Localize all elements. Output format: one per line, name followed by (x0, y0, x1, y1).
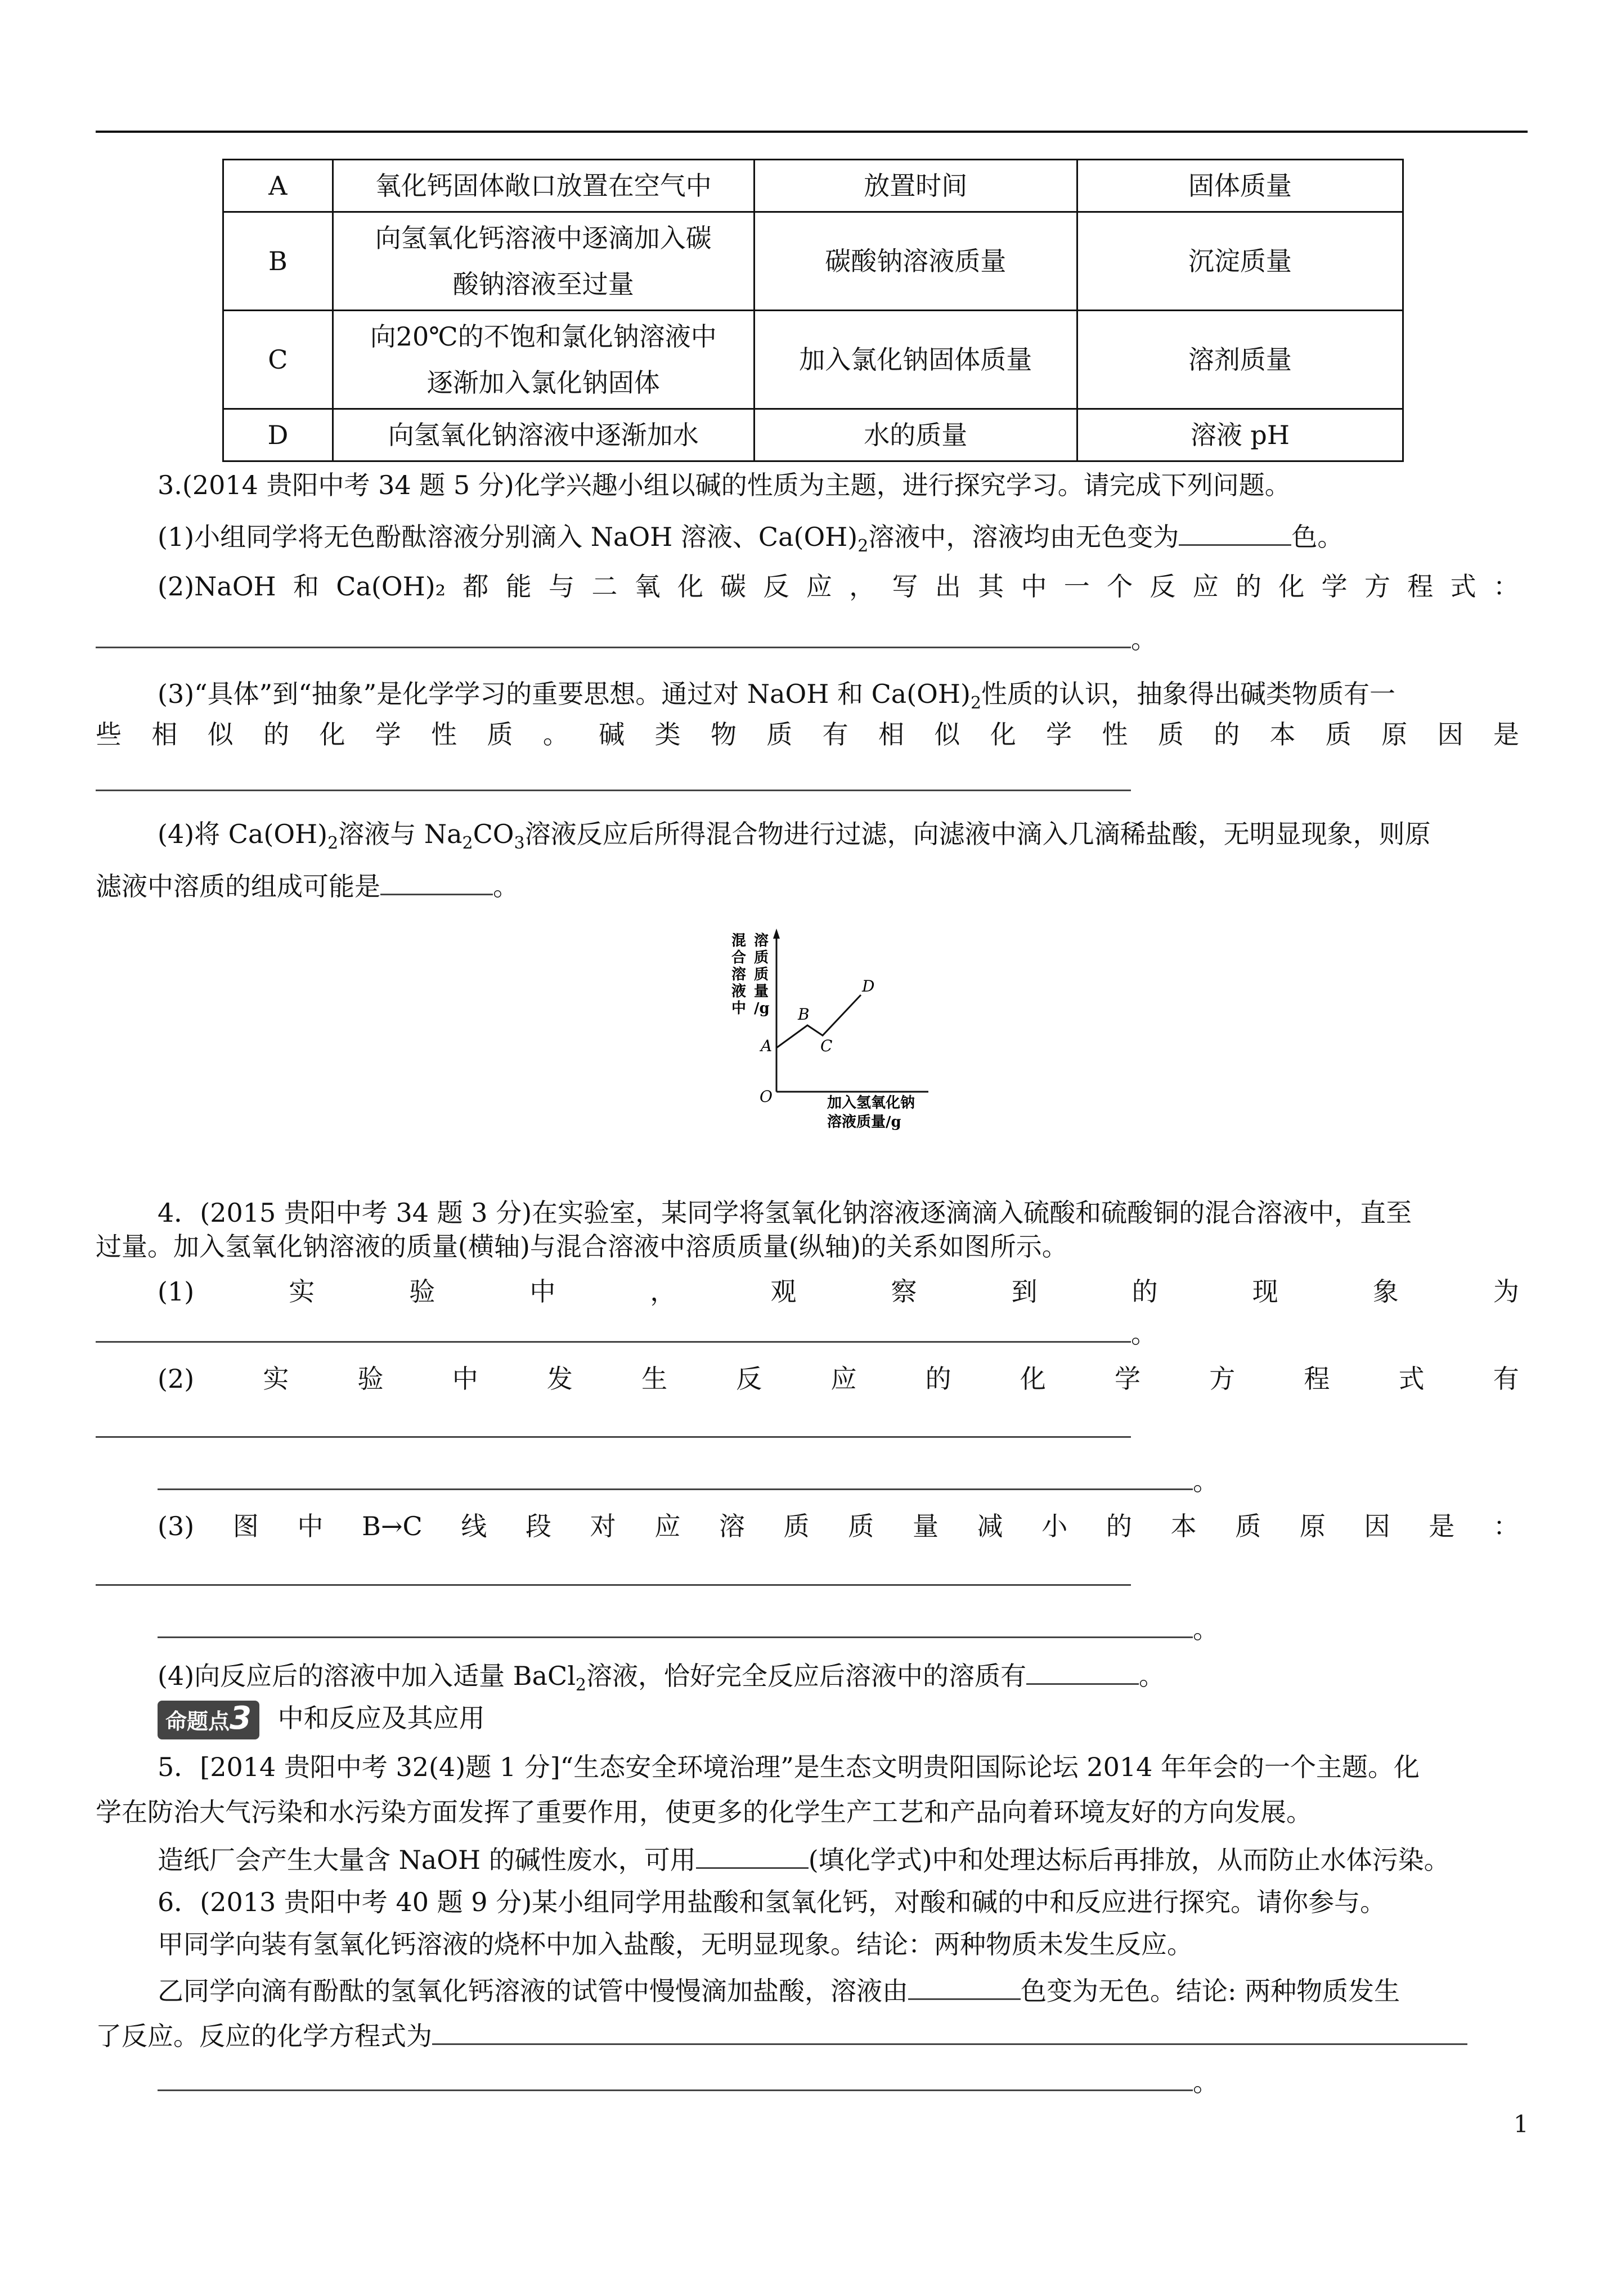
table-row (223, 409, 1403, 461)
word: 方 (1209, 1364, 1236, 1394)
q3-part4-cont: 滤液中溶质的组成可能是 。 (96, 871, 519, 902)
word: 有 (822, 719, 848, 750)
y-axis-label-char: 混 (731, 932, 747, 949)
q3-part1: (1)小组同学将无色酚酞溶液分别滴入 NaOH 溶液、$Ca(OH)_2$溶液中，溶液均由无色变为 色。 (158, 522, 1344, 557)
answer-blank[interactable] (158, 1614, 1193, 1638)
q4-part3 (158, 1509, 1519, 1543)
word: 学 (1321, 571, 1348, 602)
word: 式 (1398, 1364, 1425, 1394)
word: ： (1493, 571, 1519, 602)
answer-line[interactable] (96, 1436, 1131, 1438)
point-label-a: A (761, 1037, 773, 1055)
solute-mass-graph (698, 923, 934, 1137)
q6-line3: 乙同学向滴有酚酞的氢氧化钙溶液的试管中慢慢滴加盐酸，溶液由 色变为无色。结论: 两种物质发生 (158, 1976, 1400, 2006)
word: 其 (978, 571, 1004, 602)
word: 因 (1364, 1511, 1390, 1541)
option-description (333, 409, 754, 461)
answer-line[interactable] (96, 1584, 1131, 1586)
description-line: 向20℃的不饱和氯化钠溶液中 (370, 321, 717, 352)
word: 对 (590, 1511, 616, 1541)
word: 程 (1407, 571, 1434, 602)
y-axis-label-char: 液 (731, 983, 747, 1000)
answer-blank[interactable] (1179, 522, 1291, 546)
option-y-variable: 固体质量 (1077, 160, 1403, 212)
word: 实 (289, 1276, 315, 1307)
q5-line2: 学在防治大气污染和水污染方面发挥了重要作用，使更多的化学生产工艺和产品向着环境友好的方向发展。 (96, 1797, 1312, 1827)
description-line: 氧化钙固体敞口放置在空气中 (375, 171, 712, 201)
word: 质 (1325, 719, 1351, 750)
word: 质 (487, 719, 513, 750)
word: 碱 (599, 719, 625, 750)
answer-blank[interactable] (96, 624, 1131, 648)
word: 验 (357, 1364, 384, 1394)
point-label-b: B (798, 1005, 810, 1024)
word: 应 (1192, 571, 1219, 602)
q4-part3-answer: 。 (158, 1612, 1219, 1646)
word: 与 (549, 571, 575, 602)
point-label-d: D (862, 977, 875, 995)
word: 个 (1107, 571, 1133, 602)
section-heading (158, 1701, 485, 1739)
word: 化 (990, 719, 1016, 750)
word: ， (849, 571, 875, 602)
y-axis-label-char: 溶 (731, 966, 747, 983)
answer-blank[interactable] (158, 2067, 1193, 2091)
q4-part1 (158, 1275, 1519, 1308)
y-axis-arrow (773, 929, 780, 939)
q3-part2-answer: 。 (96, 622, 1157, 656)
option-y-variable: 溶剂质量 (1077, 311, 1403, 409)
word: 学 (1115, 1364, 1141, 1394)
word: 写 (892, 571, 918, 602)
q5-line3: 造纸厂会产生大量含 NaOH 的碱性废水，可用 (填化学式)中和处理达标后再排放，从而防止水体污染。 (158, 1845, 1450, 1875)
word: 学 (1046, 719, 1072, 750)
answer-blank[interactable] (908, 1976, 1021, 2000)
q4-part1-answer: 。 (96, 1317, 1157, 1351)
word: 本 (1269, 719, 1296, 750)
word: 有 (1493, 1364, 1519, 1394)
word: 相 (878, 719, 905, 750)
word: 质 (1235, 1511, 1261, 1541)
option-x-variable: 放置时间 (754, 160, 1077, 212)
word: 中 (1021, 571, 1047, 602)
word: 反 (1149, 571, 1176, 602)
word: 中 (452, 1364, 478, 1394)
word: ， (650, 1276, 676, 1307)
word: 质 (1157, 719, 1184, 750)
section-title: 中和反应及其应用 (277, 1702, 485, 1733)
answer-blank[interactable] (380, 871, 493, 895)
word: 物 (710, 719, 737, 750)
word: 似 (934, 719, 960, 750)
q6-line2: 甲同学向装有氢氧化钙溶液的烧杯中加入盐酸，无明显现象。结论：两种物质未发生反应。 (158, 1929, 1193, 1959)
word: 反 (763, 571, 789, 602)
word: ： (1493, 1511, 1519, 1541)
q3-part3: (3)“具体”到“抽象”是化学学习的重要思想。通过对 NaOH 和 $Ca(OH)_2$性质的认识，抽象得出碱类物质有一 (158, 679, 1396, 714)
q6-line4: 了反应。反应的化学方程式为 (96, 2019, 1467, 2053)
y-axis-label-char: 质 (754, 949, 769, 966)
word: 一 (1063, 571, 1090, 602)
word: 和 (293, 571, 319, 602)
section-badge: 命题点3 (158, 1701, 259, 1739)
origin-label: O (760, 1087, 773, 1106)
word: 图 (232, 1511, 259, 1541)
y-axis-label-char: 溶 (754, 932, 769, 949)
option-description (333, 212, 754, 311)
word: 性 (1102, 719, 1128, 750)
word: Ca(OH)₂ (336, 571, 446, 602)
word: 出 (935, 571, 961, 602)
word: 都 (462, 571, 489, 602)
word: 类 (654, 719, 681, 750)
y-axis-label-char: /g (754, 1000, 770, 1017)
header-rule (96, 131, 1528, 133)
description-line: 逐渐加入氯化钠固体 (426, 367, 660, 398)
word: 质 (848, 1511, 874, 1541)
q3-heading: 3.(2014 贵阳中考 34 题 5 分)化学兴趣小组以碱的性质为主题，进行探究学习。请完成下列问题。 (158, 470, 1291, 500)
word: 应 (830, 1364, 857, 1394)
word: 性 (431, 719, 457, 750)
word: 化 (1278, 571, 1305, 602)
word: (2)NaOH (158, 571, 276, 602)
word: 减 (977, 1511, 1003, 1541)
graph-curve (776, 995, 861, 1048)
answer-blank[interactable] (1026, 1661, 1139, 1685)
word: 质 (766, 719, 793, 750)
q3-part4: (4)将 $Ca(OH)_2$溶液与 $Na_2CO_3$溶液反应后所得混合物进行过滤，向滤液中滴入几滴稀盐酸，无明显现象，则原 (158, 819, 1431, 854)
word: 本 (1170, 1511, 1197, 1541)
q3-part2 (158, 569, 1519, 603)
word: 似 (207, 719, 234, 750)
word: 些 (96, 719, 122, 750)
word: 实 (263, 1364, 289, 1394)
word: 察 (891, 1276, 917, 1307)
word: 式 (1450, 571, 1476, 602)
word: 的 (1236, 571, 1262, 602)
word: 因 (1437, 719, 1463, 750)
word: 质 (783, 1511, 810, 1541)
y-axis-label-char: 质 (754, 966, 769, 983)
word: 发 (546, 1364, 573, 1394)
word: 段 (526, 1511, 551, 1541)
word: 象 (1372, 1276, 1399, 1307)
word: 。 (542, 719, 569, 750)
option-y-variable: 溶液 pH (1077, 409, 1403, 461)
point-label-c: C (820, 1037, 833, 1055)
option-id: C (223, 311, 333, 409)
description-line: 向氢氧化钠溶液中逐渐加水 (388, 420, 699, 450)
x-axis-label-line1: 加入氢氧化钠 (827, 1095, 915, 1111)
word: 二 (591, 571, 618, 602)
word: 氧 (634, 571, 661, 602)
q6-answer-line: 。 (158, 2065, 1219, 2099)
q6-heading: 6．(2013 贵阳中考 40 题 9 分)某小组同学用盐酸和氢氧化钙，对酸和碱的中和反应进行探究。请你参与。 (158, 1887, 1386, 1917)
y-axis-label-char: 合 (731, 949, 747, 966)
q5-heading: 5．[2014 贵阳中考 32(4)题 1 分]“生态安全环境治理”是生态文明贵阳国际论坛 2014 年年会的一个主题。化 (158, 1752, 1420, 1782)
q4-part2-answer: 。 (158, 1464, 1219, 1498)
answer-blank[interactable] (432, 2021, 1467, 2045)
word: 应 (806, 571, 832, 602)
option-x-variable: 加入氯化钠固体质量 (754, 311, 1077, 409)
option-id: A (223, 160, 333, 212)
q3-part3-cont (96, 718, 1519, 751)
page-number: 1 (1514, 2110, 1529, 2138)
word: 化 (1020, 1364, 1046, 1394)
y-axis-label-char: 中 (731, 1000, 747, 1017)
answer-blank[interactable] (96, 1319, 1131, 1343)
description-line: 酸钠溶液至过量 (452, 269, 634, 299)
word: 中 (529, 1276, 556, 1307)
table-row (223, 160, 1403, 212)
word: B→C (362, 1511, 423, 1541)
option-y-variable: 沉淀质量 (1077, 212, 1403, 311)
option-description (333, 160, 754, 212)
word: 原 (1381, 719, 1408, 750)
word: 的 (925, 1364, 951, 1394)
word: 的 (1106, 1511, 1132, 1541)
word: 的 (1131, 1276, 1158, 1307)
word: 为 (1493, 1276, 1519, 1307)
word: 溶 (719, 1511, 745, 1541)
word: 现 (1252, 1276, 1278, 1307)
word: 碳 (720, 571, 747, 602)
answer-blank[interactable] (696, 1845, 809, 1869)
word: 应 (654, 1511, 681, 1541)
word: 到 (1011, 1276, 1038, 1307)
option-description (333, 311, 754, 409)
word: 线 (461, 1511, 487, 1541)
word: 方 (1364, 571, 1390, 602)
answer-blank[interactable] (158, 1466, 1193, 1490)
y-axis-label-char: 量 (754, 983, 769, 1000)
word: 化 (677, 571, 703, 602)
word: 生 (641, 1364, 668, 1394)
word: 化 (319, 719, 345, 750)
options-table (222, 159, 1404, 462)
option-x-variable: 水的质量 (754, 409, 1077, 461)
option-id: B (223, 212, 333, 311)
word: (1) (158, 1276, 195, 1307)
q4-part4: (4)向反应后的溶液中加入适量 BaCl$_2$溶液，恰好完全反应后溶液中的溶质有 。 (158, 1661, 1165, 1696)
word: 能 (505, 571, 532, 602)
word: (3) (158, 1511, 195, 1541)
q4-part2 (158, 1362, 1519, 1396)
word: 原 (1299, 1511, 1326, 1541)
q4-heading-cont: 过量。加入氢氧化钠溶液的质量(横轴)与混合溶液中溶质质量(纵轴)的关系如图所示。 (96, 1231, 1068, 1262)
word: 量 (912, 1511, 939, 1541)
word: 验 (409, 1276, 435, 1307)
word: (2) (158, 1364, 195, 1394)
table-row (223, 212, 1403, 311)
word: 学 (375, 719, 401, 750)
word: 是 (1429, 1511, 1455, 1541)
option-id: D (223, 409, 333, 461)
word: 中 (297, 1511, 324, 1541)
table-row (223, 311, 1403, 409)
word: 小 (1041, 1511, 1068, 1541)
word: 观 (770, 1276, 797, 1307)
word: 的 (263, 719, 290, 750)
q4-heading: 4．(2015 贵阳中考 34 题 3 分)在实验室，某同学将氢氧化钠溶液逐滴滴入硫酸和硫酸铜的混合溶液中，直至 (158, 1198, 1412, 1228)
word: 相 (151, 719, 178, 750)
x-axis-label-line2: 溶液质量/g (827, 1114, 901, 1131)
word: 反 (736, 1364, 762, 1394)
word: 是 (1493, 719, 1519, 750)
description-line: 向氢氧化钙溶液中逐滴加入碳 (375, 223, 712, 253)
word: 程 (1304, 1364, 1330, 1394)
answer-line[interactable] (96, 790, 1131, 791)
option-x-variable: 碳酸钠溶液质量 (754, 212, 1077, 311)
word: 的 (1214, 719, 1240, 750)
